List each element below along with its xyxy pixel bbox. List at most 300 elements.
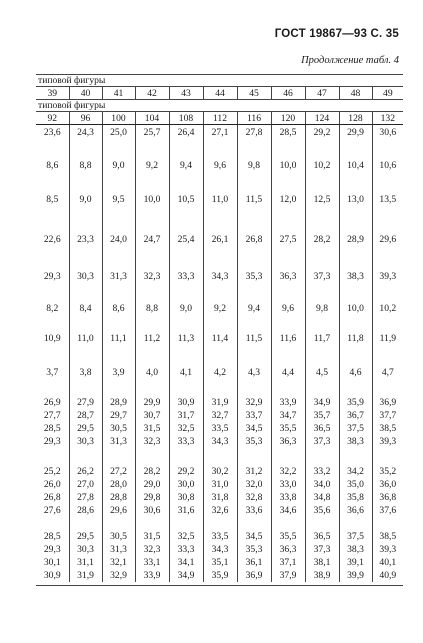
block-spacer-cell xyxy=(169,448,203,465)
block-spacer-cell xyxy=(169,315,203,332)
block-spacer-cell xyxy=(271,379,305,396)
block-spacer-cell xyxy=(203,172,237,193)
block-spacer-cell xyxy=(36,517,69,530)
block-spacer-cell xyxy=(69,206,102,233)
table-row xyxy=(36,465,403,478)
table-cell: 34,2 xyxy=(339,465,372,478)
table-cell: 25,2 xyxy=(43,466,61,477)
table-cell: 35,6 xyxy=(305,504,339,517)
table-cell: 29,8 xyxy=(135,491,169,504)
block-spacer-cell xyxy=(36,379,69,396)
block-spacer-cell xyxy=(339,517,372,530)
table-cell: 37,1 xyxy=(271,556,305,569)
block-spacer-cell xyxy=(271,139,305,159)
block-spacer-cell xyxy=(339,139,372,159)
table-cell: 30,5 xyxy=(102,530,135,543)
table-cell: 37,6 xyxy=(372,504,403,517)
table-cell: 10,0 xyxy=(339,302,372,315)
page-header: ГОСТ 19867—93 С. 35 xyxy=(274,28,399,40)
table-cell: 37,7 xyxy=(372,409,403,422)
block-spacer-cell xyxy=(36,206,69,233)
table-cell: 28,0 xyxy=(102,478,135,491)
block-spacer-cell xyxy=(135,172,169,193)
table-cell: 10,0 xyxy=(135,193,169,206)
table-cell: 30,3 xyxy=(69,543,102,556)
table-cell: 36,5 xyxy=(305,422,339,435)
block-spacer xyxy=(36,448,403,465)
table-cell: 9,5 xyxy=(102,193,135,206)
table-cell: 9,4 xyxy=(169,159,203,172)
table-cell: 28,2 xyxy=(305,233,339,246)
block-spacer xyxy=(36,172,403,193)
block-spacer-cell xyxy=(169,246,203,270)
block-spacer-cell xyxy=(237,345,271,366)
block-spacer-cell xyxy=(271,206,305,233)
table-cell: 4,1 xyxy=(169,366,203,379)
block-spacer-cell xyxy=(135,246,169,270)
table-cell: 26,1 xyxy=(203,233,237,246)
table-cell: 39,9 xyxy=(339,569,372,582)
table-cell: 29,2 xyxy=(169,465,203,478)
size-cell: 108 xyxy=(169,112,203,125)
table-cell: 4,2 xyxy=(203,366,237,379)
block-spacer xyxy=(36,379,403,396)
block-spacer-cell xyxy=(305,315,339,332)
figure-number-cell: 49 xyxy=(372,87,403,100)
block-spacer xyxy=(36,139,403,159)
size-row xyxy=(36,112,403,125)
table-cell: 10,4 xyxy=(339,159,372,172)
block-spacer-cell xyxy=(203,345,237,366)
table-cell: 38,9 xyxy=(305,569,339,582)
table-cell: 36,9 xyxy=(372,396,403,409)
table-cell: 37,3 xyxy=(305,435,339,448)
block-spacer-cell xyxy=(102,315,135,332)
table-cell: 32,9 xyxy=(102,569,135,582)
block-spacer-cell xyxy=(135,139,169,159)
table-cell: 27,9 xyxy=(69,396,102,409)
block-spacer-cell xyxy=(237,379,271,396)
table-cell: 11,1 xyxy=(102,332,135,345)
block-spacer-cell xyxy=(102,517,135,530)
table-cell: 38,3 xyxy=(339,270,372,283)
table-cell: 11,8 xyxy=(339,332,372,345)
block-spacer-cell xyxy=(372,315,403,332)
table-cell: 13,0 xyxy=(339,193,372,206)
table-cell: 26,4 xyxy=(169,126,203,139)
table-cell: 33,9 xyxy=(271,396,305,409)
table-cell: 39,3 xyxy=(372,435,403,448)
table-cell: 26,8 xyxy=(237,233,271,246)
block-spacer-cell xyxy=(271,517,305,530)
table-row xyxy=(36,366,403,379)
table-cell: 34,1 xyxy=(169,556,203,569)
table-cell: 35,5 xyxy=(271,422,305,435)
table-cell: 24,3 xyxy=(69,126,102,139)
block-spacer-cell xyxy=(203,246,237,270)
block-spacer-cell xyxy=(135,283,169,302)
figure-number-cell: 47 xyxy=(305,87,339,100)
table-cell: 33,6 xyxy=(237,504,271,517)
table-row xyxy=(36,504,403,517)
block-spacer-cell xyxy=(36,139,69,159)
table-cell: 26,0 xyxy=(43,479,61,490)
block-spacer xyxy=(36,283,403,302)
table-cell: 33,9 xyxy=(135,569,169,582)
table-cell: 28,5 xyxy=(271,126,305,139)
block-spacer-cell xyxy=(36,246,69,270)
table-cell: 37,3 xyxy=(305,270,339,283)
figure-number-cell: 48 xyxy=(339,87,372,100)
table-cell: 25,0 xyxy=(102,126,135,139)
table-cell: 35,0 xyxy=(339,478,372,491)
table-row xyxy=(36,491,403,504)
table-cell: 35,1 xyxy=(203,556,237,569)
table-cell: 40,1 xyxy=(372,556,403,569)
table-cell: 29,7 xyxy=(102,409,135,422)
table-cell: 10,0 xyxy=(271,159,305,172)
table-cell: 30,0 xyxy=(169,478,203,491)
table-cell: 33,1 xyxy=(135,556,169,569)
table-cell: 33,5 xyxy=(203,530,237,543)
table-cell: 31,3 xyxy=(102,543,135,556)
table-cell: 9,6 xyxy=(203,159,237,172)
block-spacer-cell xyxy=(271,246,305,270)
block-spacer-cell xyxy=(169,206,203,233)
table-cell: 34,8 xyxy=(305,491,339,504)
block-spacer-cell xyxy=(102,172,135,193)
size-group-label: типовой фигуры xyxy=(36,100,403,112)
table-cell: 9,6 xyxy=(271,302,305,315)
table-cell: 31,5 xyxy=(135,422,169,435)
table-cell: 8,2 xyxy=(46,303,59,314)
table-cell: 9,8 xyxy=(305,302,339,315)
table-cell: 31,5 xyxy=(135,530,169,543)
block-spacer-cell xyxy=(372,283,403,302)
table-cell: 12,5 xyxy=(305,193,339,206)
block-spacer-cell xyxy=(203,448,237,465)
block-spacer xyxy=(36,246,403,270)
block-spacer-cell xyxy=(135,379,169,396)
block-spacer-cell xyxy=(36,172,69,193)
block-spacer-cell xyxy=(135,448,169,465)
block-spacer-cell xyxy=(271,345,305,366)
figure-number-cell: 40 xyxy=(69,87,102,100)
block-spacer-cell xyxy=(69,139,102,159)
table-cell: 38,5 xyxy=(372,530,403,543)
table-cell: 36,7 xyxy=(339,409,372,422)
table-cell: 11,4 xyxy=(203,332,237,345)
block-spacer-cell xyxy=(169,517,203,530)
table-cell: 27,1 xyxy=(203,126,237,139)
size-table-body xyxy=(36,75,403,583)
block-spacer-cell xyxy=(203,283,237,302)
block-spacer-cell xyxy=(271,448,305,465)
table-cell: 32,5 xyxy=(169,530,203,543)
block-spacer-cell xyxy=(203,206,237,233)
table-cell: 36,6 xyxy=(339,504,372,517)
block-spacer-cell xyxy=(69,517,102,530)
table-cell: 35,3 xyxy=(237,270,271,283)
table-cell: 11,5 xyxy=(237,332,271,345)
block-spacer xyxy=(36,315,403,332)
table-cell: 27,7 xyxy=(43,410,61,421)
table-cell: 30,3 xyxy=(69,435,102,448)
table-cell: 36,5 xyxy=(305,530,339,543)
table-cell: 31,6 xyxy=(169,504,203,517)
table-cell: 30,1 xyxy=(43,557,61,568)
block-spacer-cell xyxy=(69,315,102,332)
block-spacer-cell xyxy=(237,172,271,193)
table-cell: 31,9 xyxy=(69,569,102,582)
block-spacer-cell xyxy=(305,448,339,465)
table-cell: 3,7 xyxy=(46,367,59,378)
block-spacer-cell xyxy=(102,246,135,270)
size-cell: 132 xyxy=(372,112,403,125)
table-cell: 32,8 xyxy=(237,491,271,504)
table-cell: 29,5 xyxy=(69,422,102,435)
block-spacer-cell xyxy=(36,315,69,332)
table-cell: 27,0 xyxy=(69,478,102,491)
block-spacer xyxy=(36,517,403,530)
table-cell: 32,7 xyxy=(203,409,237,422)
table-cell: 35,7 xyxy=(305,409,339,422)
table-cell: 37,5 xyxy=(339,530,372,543)
table-cell: 9,0 xyxy=(69,193,102,206)
table-cell: 34,5 xyxy=(237,530,271,543)
table-cell: 35,9 xyxy=(203,569,237,582)
table-cell: 32,6 xyxy=(203,504,237,517)
table-cell: 28,7 xyxy=(69,409,102,422)
table-cell: 8,8 xyxy=(69,159,102,172)
table-cell: 33,5 xyxy=(203,422,237,435)
table-cell: 36,3 xyxy=(271,270,305,283)
table-cell: 29,0 xyxy=(135,478,169,491)
table-cell: 30,7 xyxy=(135,409,169,422)
table-cell: 4,5 xyxy=(305,366,339,379)
block-spacer-cell xyxy=(237,448,271,465)
table-cell: 4,6 xyxy=(339,366,372,379)
table-row xyxy=(36,270,403,283)
table-cell: 36,3 xyxy=(271,435,305,448)
table-cell: 26,8 xyxy=(43,492,61,503)
block-spacer-cell xyxy=(203,315,237,332)
table-cell: 4,3 xyxy=(237,366,271,379)
block-spacer-cell xyxy=(135,315,169,332)
table-cell: 9,8 xyxy=(237,159,271,172)
table-cell: 12,0 xyxy=(271,193,305,206)
table-cell: 38,5 xyxy=(372,422,403,435)
table-cell: 8,5 xyxy=(46,194,59,205)
table-cell: 34,7 xyxy=(271,409,305,422)
block-spacer-cell xyxy=(69,172,102,193)
table-cell: 13,5 xyxy=(372,193,403,206)
table-cell: 11,3 xyxy=(169,332,203,345)
block-spacer xyxy=(36,345,403,366)
size-cell: 104 xyxy=(135,112,169,125)
table-cell: 34,5 xyxy=(237,422,271,435)
table-cell: 34,9 xyxy=(169,569,203,582)
table-cell: 24,0 xyxy=(102,233,135,246)
block-spacer-cell xyxy=(339,448,372,465)
table-cell: 29,3 xyxy=(43,544,61,555)
table-cell: 22,6 xyxy=(43,234,61,245)
table-cell: 29,9 xyxy=(339,126,372,139)
block-spacer-cell xyxy=(237,517,271,530)
block-spacer-cell xyxy=(372,379,403,396)
table-row xyxy=(36,126,403,139)
table-cell: 28,2 xyxy=(135,465,169,478)
table-cell: 34,3 xyxy=(203,435,237,448)
table-cell: 32,2 xyxy=(271,465,305,478)
table-cell: 28,9 xyxy=(339,233,372,246)
table-cell: 36,1 xyxy=(237,556,271,569)
size-cell: 116 xyxy=(237,112,271,125)
block-spacer-cell xyxy=(305,345,339,366)
table-cell: 32,9 xyxy=(237,396,271,409)
block-spacer-cell xyxy=(36,345,69,366)
table-cell: 33,0 xyxy=(271,478,305,491)
table-cell: 31,9 xyxy=(203,396,237,409)
table-cell: 32,0 xyxy=(237,478,271,491)
table-cell: 9,0 xyxy=(102,159,135,172)
table-row xyxy=(36,332,403,345)
table-cell: 30,6 xyxy=(372,126,403,139)
block-spacer-cell xyxy=(36,283,69,302)
table-cell: 10,5 xyxy=(169,193,203,206)
block-spacer-cell xyxy=(372,172,403,193)
table-cell: 9,2 xyxy=(135,159,169,172)
table-cell: 31,3 xyxy=(102,435,135,448)
block-spacer-cell xyxy=(36,448,69,465)
block-spacer-cell xyxy=(372,345,403,366)
block-spacer-cell xyxy=(135,345,169,366)
block-spacer-cell xyxy=(305,139,339,159)
table-cell: 27,2 xyxy=(102,465,135,478)
table-cell: 39,1 xyxy=(339,556,372,569)
table-row xyxy=(36,396,403,409)
block-spacer-cell xyxy=(271,283,305,302)
table-cell: 35,2 xyxy=(372,465,403,478)
block-spacer-cell xyxy=(339,172,372,193)
table-cell: 28,5 xyxy=(43,531,61,542)
table-cell: 37,3 xyxy=(305,543,339,556)
table-cell: 33,3 xyxy=(169,435,203,448)
block-spacer-cell xyxy=(237,283,271,302)
block-spacer-cell xyxy=(135,517,169,530)
block-spacer-cell xyxy=(102,345,135,366)
table-cell: 4,4 xyxy=(271,366,305,379)
table-cell: 10,2 xyxy=(305,159,339,172)
block-spacer-cell xyxy=(237,139,271,159)
table-cell: 28,8 xyxy=(102,491,135,504)
block-spacer-cell xyxy=(372,206,403,233)
table-row xyxy=(36,556,403,569)
block-spacer-cell xyxy=(69,345,102,366)
table-row xyxy=(36,302,403,315)
block-spacer-cell xyxy=(339,206,372,233)
table-cell: 38,3 xyxy=(339,543,372,556)
block-spacer-cell xyxy=(69,379,102,396)
table-cell: 31,1 xyxy=(69,556,102,569)
table-cell: 29,5 xyxy=(69,530,102,543)
size-cell: 128 xyxy=(339,112,372,125)
table-row xyxy=(36,530,403,543)
table-cell: 32,5 xyxy=(169,422,203,435)
block-spacer-cell xyxy=(102,379,135,396)
block-spacer-cell xyxy=(135,206,169,233)
figure-number-cell: 41 xyxy=(102,87,135,100)
table-cell: 29,9 xyxy=(135,396,169,409)
table-cell: 31,8 xyxy=(203,491,237,504)
table-cell: 30,9 xyxy=(169,396,203,409)
block-spacer-cell xyxy=(102,206,135,233)
block-spacer-cell xyxy=(203,379,237,396)
table-cell: 30,8 xyxy=(169,491,203,504)
table-cell: 10,6 xyxy=(372,159,403,172)
size-table xyxy=(36,74,403,582)
block-spacer-cell xyxy=(237,206,271,233)
table-cell: 30,9 xyxy=(43,570,61,581)
block-spacer-cell xyxy=(102,139,135,159)
table-cell: 34,9 xyxy=(305,396,339,409)
figure-number-cell: 45 xyxy=(237,87,271,100)
block-spacer-cell xyxy=(169,283,203,302)
block-spacer-cell xyxy=(339,246,372,270)
figure-number-cell: 39 xyxy=(36,87,69,100)
block-spacer-cell xyxy=(102,283,135,302)
table-cell: 29,6 xyxy=(372,233,403,246)
table-row xyxy=(36,409,403,422)
table-cell: 34,0 xyxy=(305,478,339,491)
block-spacer-cell xyxy=(271,315,305,332)
table-cell: 34,3 xyxy=(203,270,237,283)
figure-number-cell: 43 xyxy=(169,87,203,100)
table-cell: 32,1 xyxy=(102,556,135,569)
table-cell: 27,5 xyxy=(271,233,305,246)
block-spacer-cell xyxy=(69,246,102,270)
figure-number-cell: 42 xyxy=(135,87,169,100)
block-spacer-cell xyxy=(305,172,339,193)
block-spacer-cell xyxy=(237,315,271,332)
table-cell: 30,3 xyxy=(69,270,102,283)
table-row xyxy=(36,233,403,246)
block-spacer xyxy=(36,206,403,233)
table-cell: 10,9 xyxy=(43,333,61,344)
block-spacer-cell xyxy=(169,172,203,193)
table-row xyxy=(36,569,403,582)
block-spacer-cell xyxy=(305,283,339,302)
block-spacer-cell xyxy=(305,517,339,530)
table-cell: 33,3 xyxy=(169,543,203,556)
table-cell: 24,7 xyxy=(135,233,169,246)
table-cell: 30,6 xyxy=(135,504,169,517)
table-row xyxy=(36,193,403,206)
table-cell: 39,3 xyxy=(372,270,403,283)
table-cell: 37,9 xyxy=(271,569,305,582)
table-cell: 11,2 xyxy=(135,332,169,345)
table-cell: 33,3 xyxy=(169,270,203,283)
table-cell: 28,6 xyxy=(69,504,102,517)
table-cell: 26,9 xyxy=(43,397,61,408)
table-cell: 31,3 xyxy=(102,270,135,283)
table-cell: 26,2 xyxy=(69,465,102,478)
table-cell: 3,8 xyxy=(69,366,102,379)
table-cell: 9,4 xyxy=(237,302,271,315)
table-cell: 36,0 xyxy=(372,478,403,491)
block-spacer-cell xyxy=(69,283,102,302)
table-cell: 29,6 xyxy=(102,504,135,517)
